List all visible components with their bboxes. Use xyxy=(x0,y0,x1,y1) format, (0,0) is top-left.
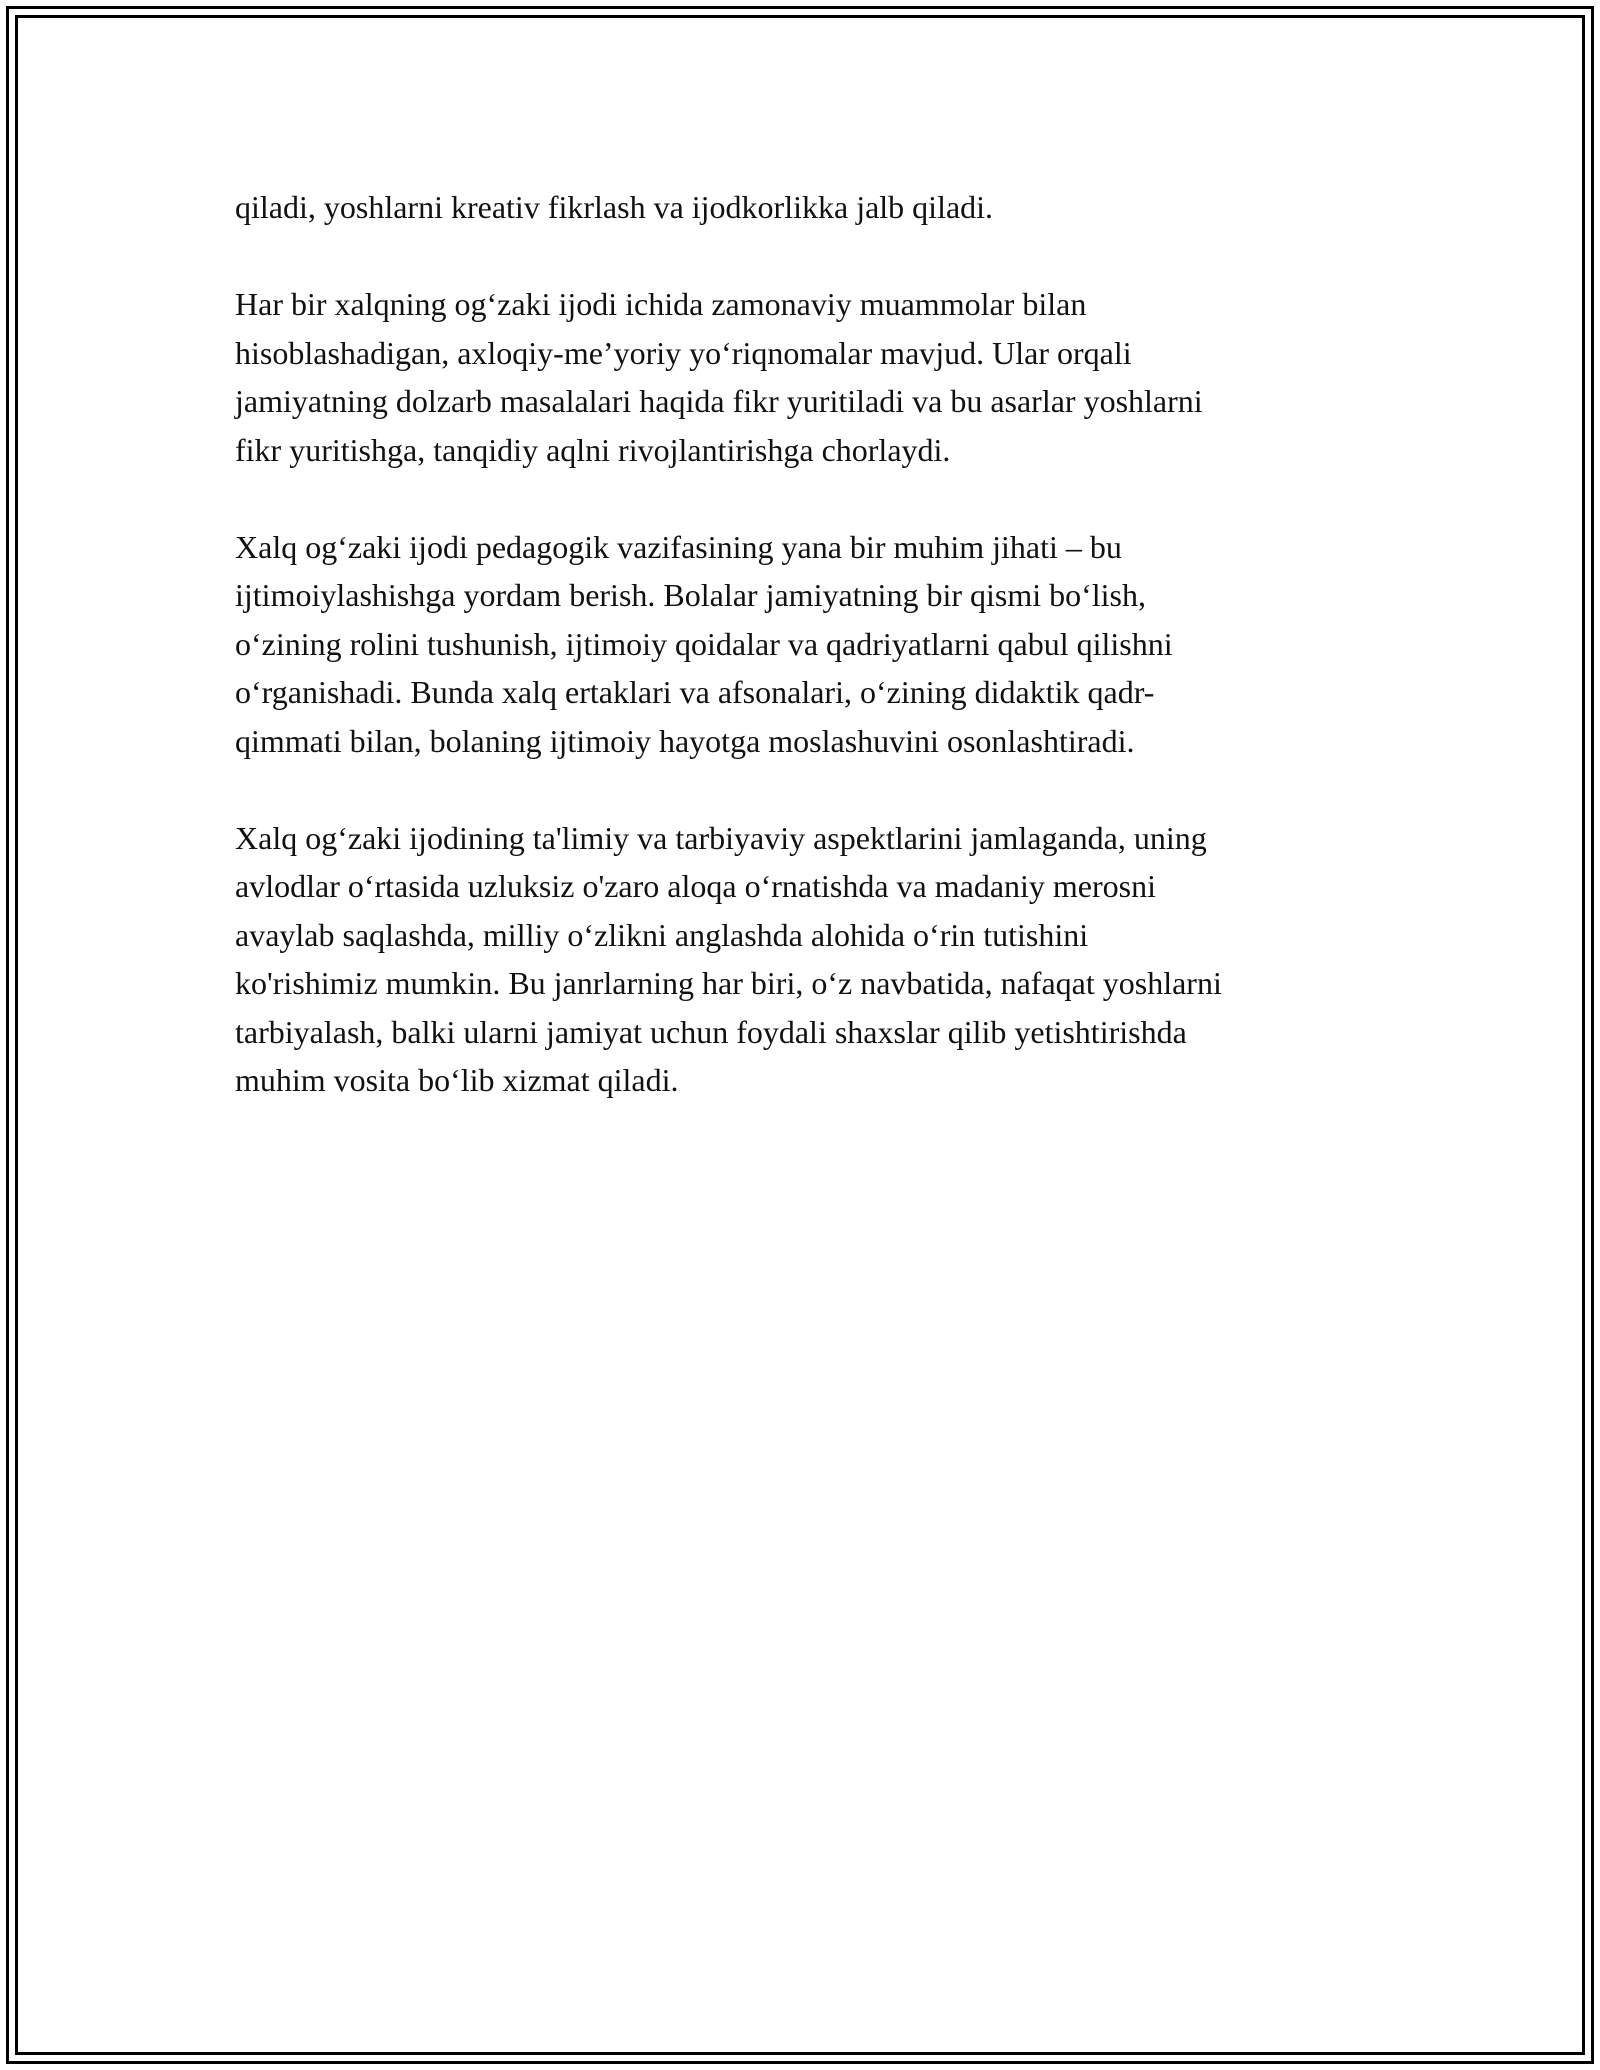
paragraph-3 xyxy=(235,523,1375,766)
text-line: Xalq og‘zaki ijodining ta'limiy va tarbiyaviy aspektlarini jamlaganda, uning xyxy=(235,819,1207,856)
text-line: tarbiyalash, balki ularni jamiyat uchun foydali shaxslar qilib yetishtirishda xyxy=(235,1013,1187,1050)
text-line: ko'rishimiz mumkin. Bu janrlarning har biri, o‘z navbatida, nafaqat yoshlarni xyxy=(235,965,1222,1001)
text-line: avaylab saqlashda, milliy o‘zlikni anglashda alohida o‘rin tutishini xyxy=(235,916,1089,953)
paragraph-1 xyxy=(235,183,1375,232)
text-line: qiladi, yoshlarni kreativ fikrlash va ijodkorlikka jalb qiladi. xyxy=(235,189,994,225)
text-line: jamiyatning dolzarb masalalari haqida fikr yuritiladi va bu asarlar yoshlarni xyxy=(235,383,1203,419)
text-line: ijtimoiylashishga yordam berish. Bolalar jamiyatning bir qismi bo‘lish, xyxy=(235,577,1146,613)
document-body xyxy=(235,183,1375,1153)
text-line: o‘zining rolini tushunish, ijtimoiy qoidalar va qadriyatlarni qabul qilishni xyxy=(235,625,1173,662)
text-line: qimmati bilan, bolaning ijtimoiy hayotga moslashuvini osonlashtiradi. xyxy=(235,722,1135,759)
text-line: hisoblashadigan, axloqiy-me’yoriy yo‘riqnomalar mavjud. Ular orqali xyxy=(235,334,1132,371)
text-line: fikr yuritishga, tanqidiy aqlni rivojlantirishga chorlaydi. xyxy=(235,431,951,468)
text-line: Har bir xalqning og‘zaki ijodi ichida zamonaviy muammolar bilan xyxy=(235,286,1087,322)
text-line: muhim vosita bo‘lib xizmat qiladi. xyxy=(235,1062,679,1098)
text-line: avlodlar o‘rtasida uzluksiz o'zaro aloqa o‘rnatishda va madaniy merosni xyxy=(235,868,1156,904)
text-line: o‘rganishadi. Bunda xalq ertaklari va afsonalari, o‘zining didaktik qadr- xyxy=(235,674,1155,710)
paragraph-4 xyxy=(235,814,1375,1105)
paragraph-2 xyxy=(235,280,1375,474)
text-line: Xalq og‘zaki ijodi pedagogik vazifasining yana bir muhim jihati – bu xyxy=(235,528,1122,565)
